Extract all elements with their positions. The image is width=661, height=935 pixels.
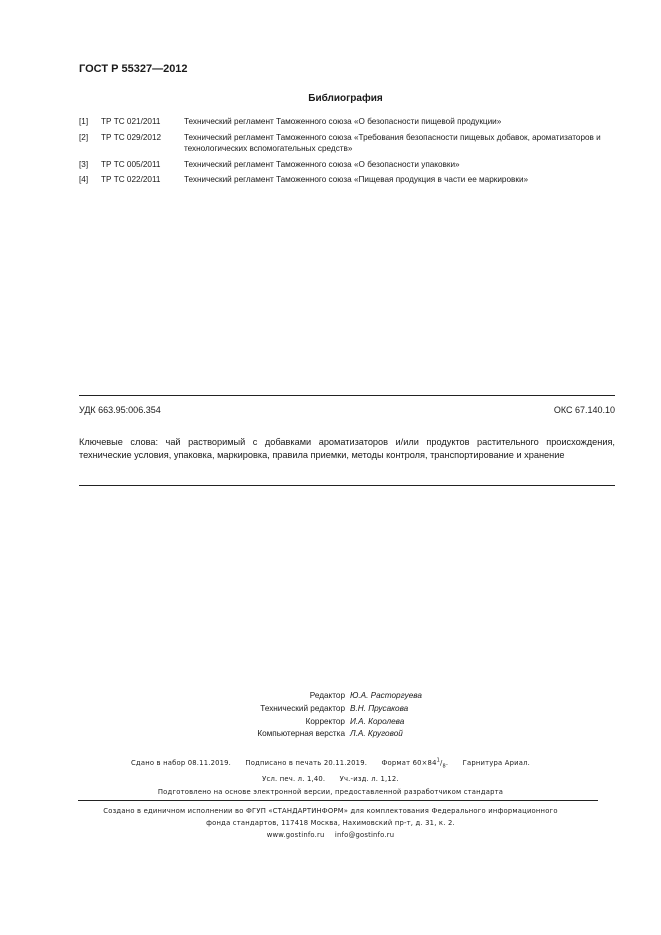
udk-code: УДК 663.95:006.354 [79, 405, 161, 415]
paper-format: Формат $60\times 84^1/_8$. [381, 758, 449, 770]
bibliography-item-number: [4] [79, 175, 89, 184]
bibliography-item-code: ТР ТС 029/2012 [101, 132, 162, 142]
footer [0, 805, 661, 841]
staff-row [0, 728, 661, 741]
bibliography-item-code: ТР ТС 022/2011 [101, 175, 161, 184]
bibliography-item-code: ТР ТС 005/2011 [101, 159, 161, 169]
keywords: Ключевые слова: чай растворимый с добавками ароматизаторов и/или продуктов растительного происхождения, технические условия, упаковка, маркировка, правила приемки, методы контроля, транспортирование и хранение [79, 437, 615, 460]
staff-role: Компьютерная верстка [257, 729, 345, 739]
website-link[interactable]: www.gostinfo.ru [266, 831, 325, 839]
bibliography-item-text: Технический регламент Таможенного союза «Требования безопасности пищевых добавок, ароматизаторов и технологических вспомогательных средств» [184, 132, 601, 153]
footer-line-2: фонда стандартов, 117418 Москва, Нахимовский пр-т, д. 31, к. 2. [206, 819, 455, 827]
bibliography-item-number: [1] [79, 117, 89, 126]
bibliography-item-code: ТР ТС 021/2011 [101, 117, 161, 126]
typeface: Гарнитура Ариал. [462, 759, 530, 768]
staff-row [0, 703, 661, 716]
footer-line-1: Создано в единичном исполнении во ФГУП «СТАНДАРТИНФОРМ» для комплектования Федерального информационного [103, 807, 558, 815]
signed-date: Подписано в печать 20.11.2019. [245, 759, 368, 768]
divider-bottom [79, 485, 615, 486]
bibliography-item-text: Технический регламент Таможенного союза «Пищевая продукция в части ее маркировки» [184, 175, 529, 184]
bibliography-item [79, 159, 619, 171]
bibliography-item-text: Технический регламент Таможенного союза «О безопасности пищевой продукции» [184, 117, 502, 126]
staff-row [0, 716, 661, 729]
print-info [0, 755, 661, 798]
bibliography-item [79, 132, 619, 155]
prepared-note: Подготовлено на основе электронной версии, предоставленной разработчиком стандарта [157, 787, 504, 796]
print-info-line-1 [0, 755, 661, 773]
staff-list [0, 690, 661, 741]
bibliography-list [79, 116, 619, 190]
staff-name: И.А. Королева [350, 716, 405, 726]
staff-row [0, 690, 661, 703]
publisher-sheets: Уч.-изд. л. 1,12. [339, 775, 399, 784]
staff-name: Л.А. Круговой [350, 729, 403, 739]
printed-sheets: Усл. печ. л. 1,40. [262, 775, 326, 784]
staff-role: Редактор [309, 691, 345, 700]
classification-line [79, 405, 615, 415]
standard-code: ГОСТ Р 55327—2012 [79, 63, 188, 75]
email-link[interactable]: info@gostinfo.ru [334, 831, 395, 839]
divider-footer [78, 800, 598, 801]
print-info-line-2 [0, 773, 661, 786]
bibliography-title: Библиография [308, 93, 383, 104]
bibliography-item-text: Технический регламент Таможенного союза «О безопасности упаковки» [184, 159, 460, 169]
bibliography-item-number: [3] [79, 159, 89, 169]
staff-name: Ю.А. Расторгуева [350, 691, 422, 700]
bibliography-item [79, 174, 619, 186]
staff-role: Корректор [305, 716, 345, 726]
divider-top [79, 395, 615, 396]
footer-contacts [0, 829, 661, 841]
sent-date: Сдано в набор 08.11.2019. [130, 759, 232, 768]
staff-role: Технический редактор [260, 703, 345, 713]
staff-name: В.Н. Прусакова [350, 703, 409, 713]
bibliography-item [79, 116, 619, 128]
oks-code: ОКС 67.140.10 [553, 405, 615, 415]
bibliography-item-number: [2] [79, 132, 89, 142]
